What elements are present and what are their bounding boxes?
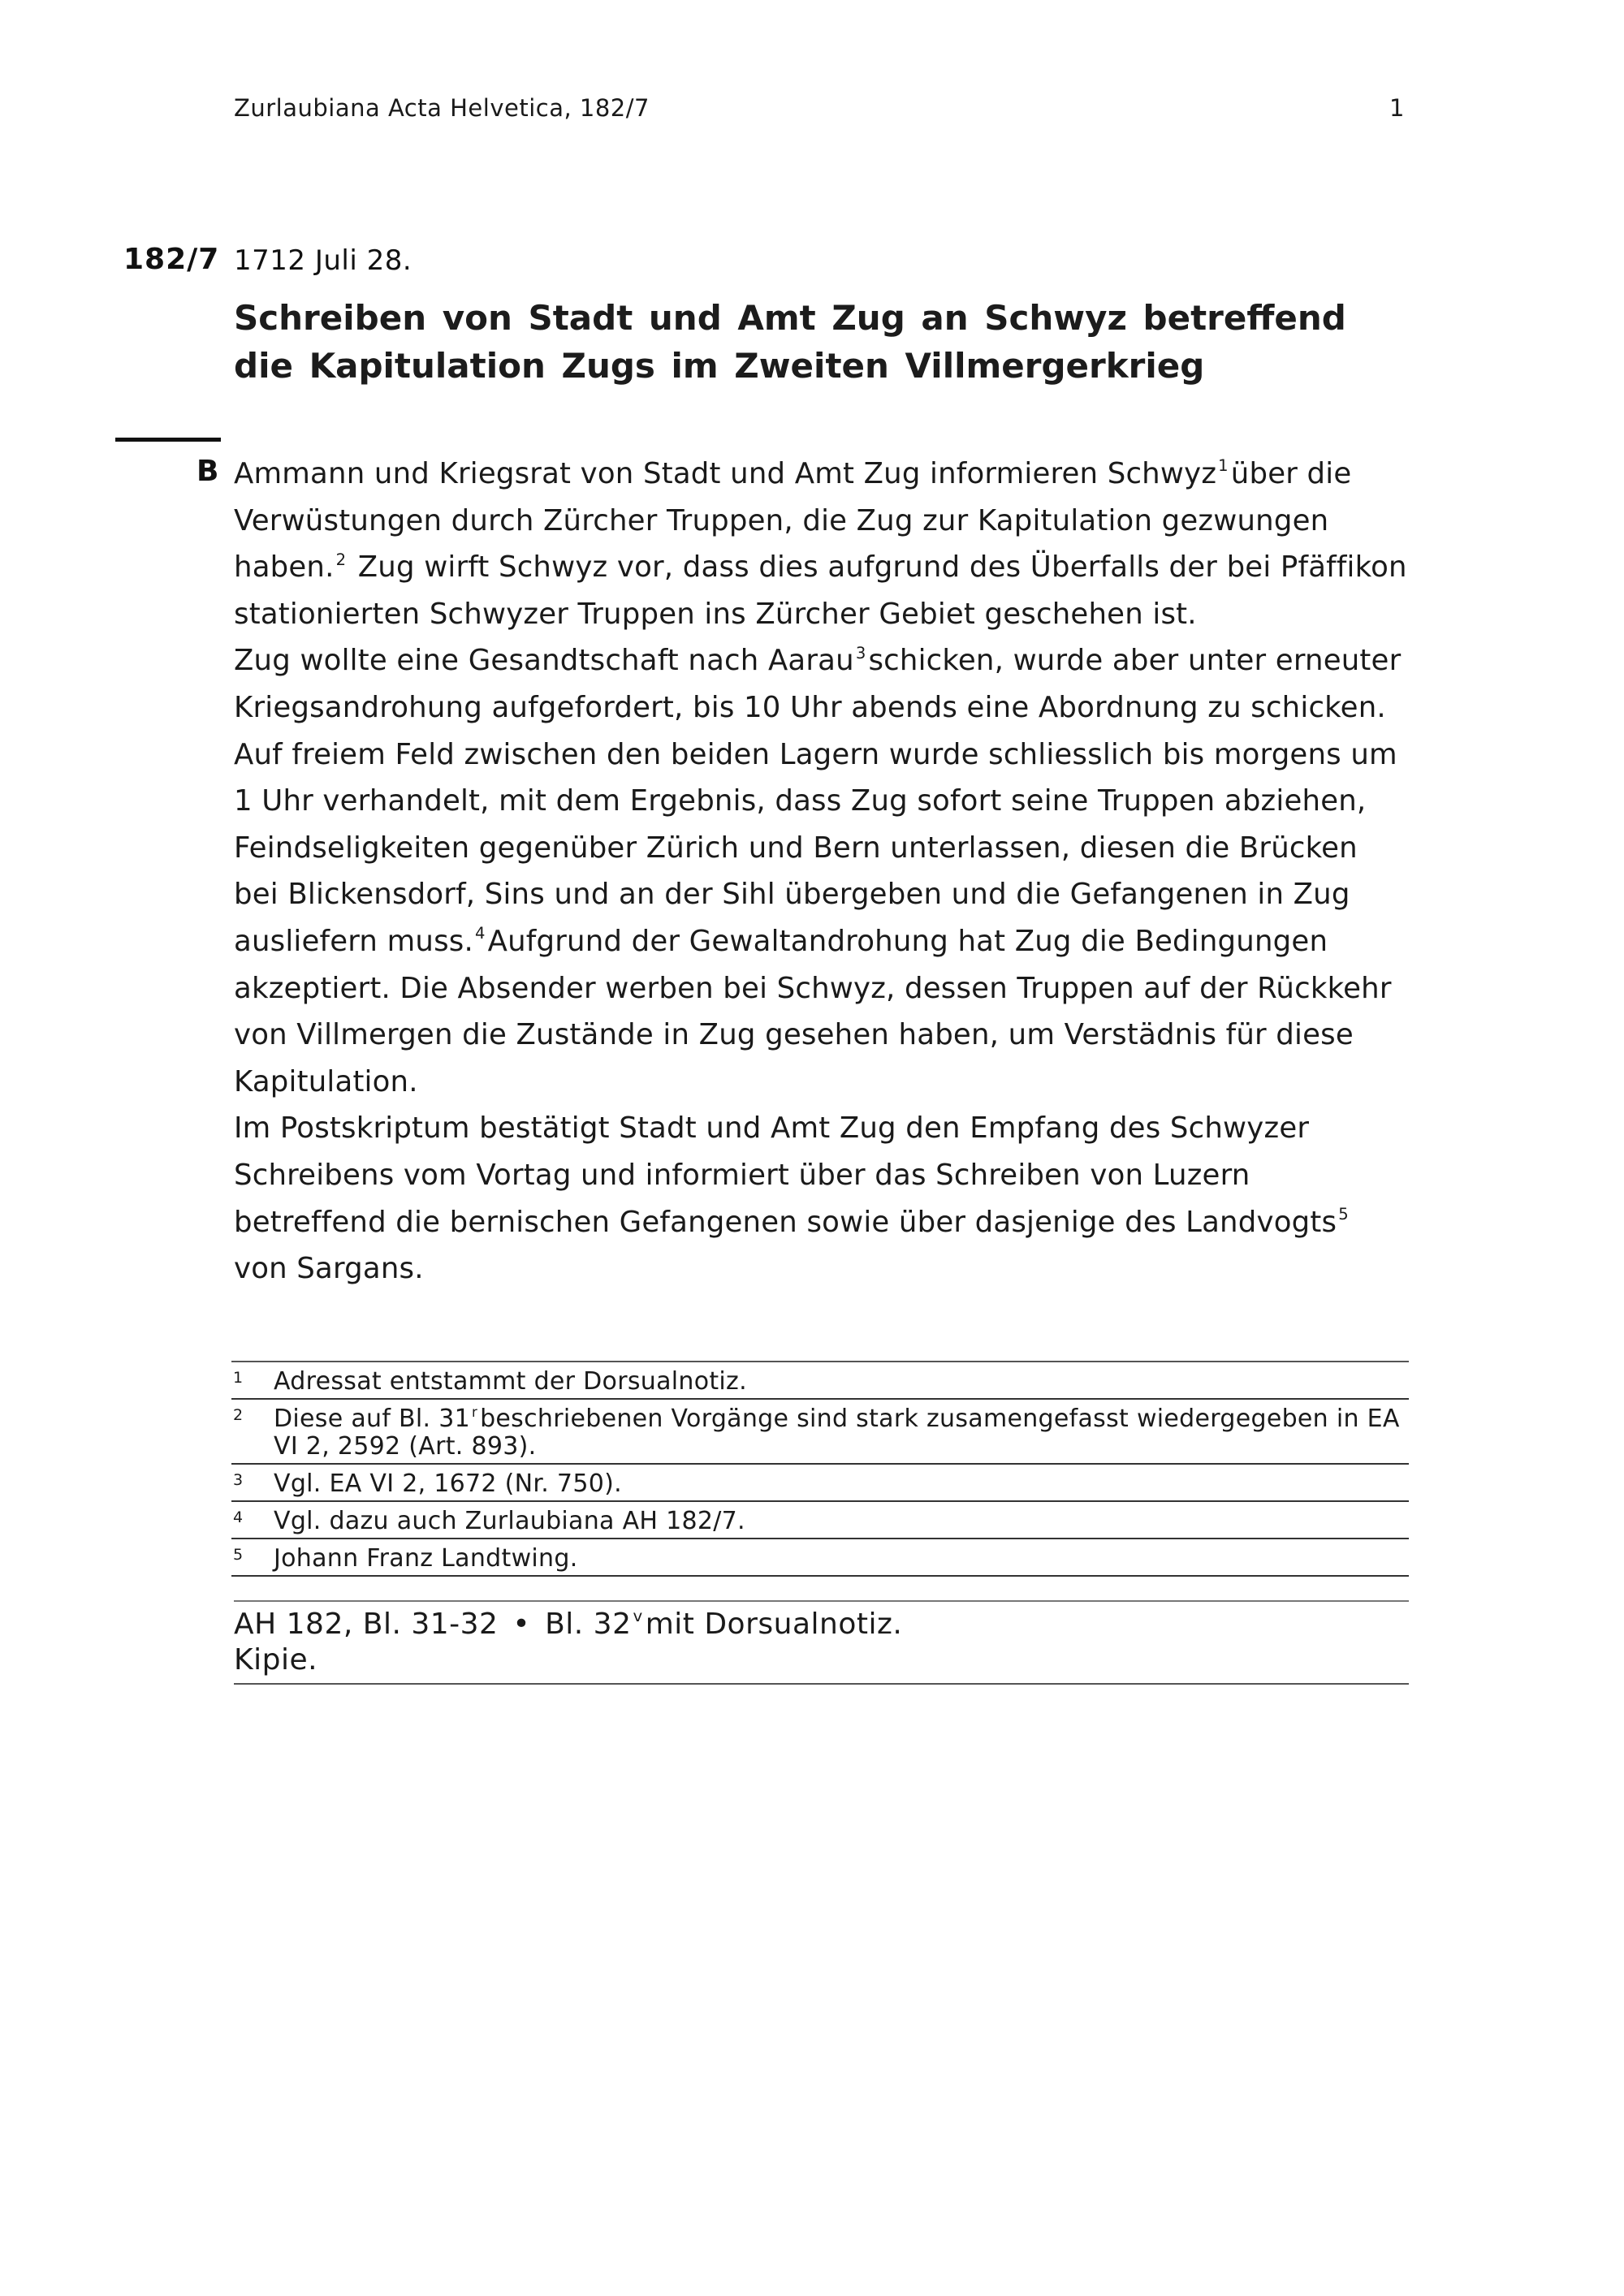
- regest-text: Im Postskriptum bestätigt Stadt und Amt Zug den Empfang des Schwyzer Schreibens vom Vortag und informiert über das Schreiben von Luzern betreffend die bernischen Gefangenen sowie über dasjenige des Landvogts: [234, 1111, 1337, 1239]
- footnote-text: Adressat entstammt der Dorsualnotiz.: [274, 1367, 747, 1396]
- footnote-item: [231, 1362, 1409, 1400]
- footnote-text: Vgl. EA VI 2, 1672 (Nr. 750).: [274, 1470, 622, 1498]
- regest-paragraph: [234, 1105, 1411, 1292]
- page-number: 1: [1389, 94, 1405, 122]
- footnote-reference[interactable]: 2: [335, 550, 347, 569]
- regest-text: Zug wollte eine Gesandtschaft nach Aarau: [234, 644, 854, 678]
- footnote-item: [231, 1539, 1409, 1577]
- footnote-number: 4: [233, 1508, 244, 1526]
- title-rule-divider: [115, 438, 221, 442]
- source-folio-note: mit Dorsualnotiz.: [645, 1608, 903, 1641]
- footnote-text-part: beschriebenen Vorgänge sind stark zusamengefasst wiedergegeben in EA VI 2, 2592 (Art. 893).: [274, 1405, 1400, 1461]
- regest-text: Aufgrund der Gewaltandrohung hat Zug die Bedingungen akzeptiert. Die Absender werben bei Schwyz, dessen Truppen auf der Rückkehr von Villmergen die Zustände in Zug gesehen haben, um Verstädnis für diese Kapitulation.: [234, 924, 1392, 1098]
- regest-paragraph: [234, 637, 1411, 1105]
- footnote-text: [274, 1405, 1409, 1461]
- footnote-text: Johann Franz Landtwing.: [274, 1544, 578, 1573]
- footnote-number: 1: [233, 1369, 244, 1387]
- document-number: 182/7: [123, 243, 220, 276]
- document-title: Schreiben von Stadt und Amt Zug an Schwyz betreffend die Kapitulation Zugs im Zweiten Villmergerkrieg: [234, 298, 1346, 386]
- footnote-reference[interactable]: 1: [1218, 456, 1229, 476]
- regest-summary: [234, 451, 1411, 1293]
- footnote-number: 2: [233, 1406, 244, 1424]
- folio-side-marker: v: [633, 1607, 643, 1626]
- footnote-item: [231, 1465, 1409, 1502]
- regest-text: von Sargans.: [234, 1252, 424, 1286]
- source-shelfmark: AH 182, Bl. 31-32: [234, 1608, 499, 1641]
- folio-side-marker: r: [471, 1404, 478, 1420]
- source-folio: Bl. 32: [545, 1608, 632, 1641]
- footnote-text: Vgl. dazu auch Zurlaubiana AH 182/7.: [274, 1507, 745, 1535]
- bullet-separator: •: [512, 1608, 531, 1641]
- footnote-item: [231, 1502, 1409, 1539]
- source-type: Kipie.: [234, 1643, 318, 1677]
- footnote-number: 3: [233, 1471, 244, 1489]
- regest-text: schicken, wurde aber unter erneuter Kriegsandrohung aufgefordert, bis 10 Uhr abends eine Abordnung zu schicken. Auf freiem Feld zwischen den beiden Lagern wurde schliesslich bis morgens um 1 Uhr verhandelt, mit dem Ergebnis, dass Zug sofort seine Truppen abziehen, Feindseligkeiten gegenüber Zürich und Bern unterlassen, diesen die Brücken bei Blickensdorf, Sins und an der Sihl übergeben und die Gefangenen in Zug ausliefern muss.: [234, 644, 1402, 958]
- footnote-number: 5: [233, 1546, 244, 1564]
- footnote-reference[interactable]: 4: [474, 924, 486, 943]
- source-shelfmark-line: [234, 1607, 1409, 1642]
- running-header-title: Zurlaubiana Acta Helvetica, 182/7: [234, 94, 650, 122]
- footnote-text-part: Diese auf Bl. 31: [274, 1405, 470, 1433]
- regest-text: Zug wirft Schwyz vor, dass dies aufgrund des Überfalls der bei Pfäffikon stationierten Schwyzer Truppen ins Zürcher Gebiet geschehen ist.: [234, 550, 1407, 631]
- footnote-reference[interactable]: 5: [1338, 1204, 1349, 1224]
- source-description: [234, 1600, 1409, 1685]
- regest-text: über die Verwüstungen durch Zürcher Truppen, die Zug zur Kapitulation gezwungen haben.: [234, 457, 1352, 585]
- footnote-reference[interactable]: 3: [855, 643, 866, 662]
- regest-marker: B: [197, 455, 219, 488]
- document-date: 1712 Juli 28.: [234, 244, 412, 277]
- footnotes-apparatus: [231, 1361, 1409, 1577]
- running-header: [234, 94, 1405, 127]
- regest-paragraph: [234, 451, 1411, 637]
- regest-text: Ammann und Kriegsrat von Stadt und Amt Zug informieren Schwyz: [234, 457, 1217, 490]
- footnote-item: [231, 1400, 1409, 1465]
